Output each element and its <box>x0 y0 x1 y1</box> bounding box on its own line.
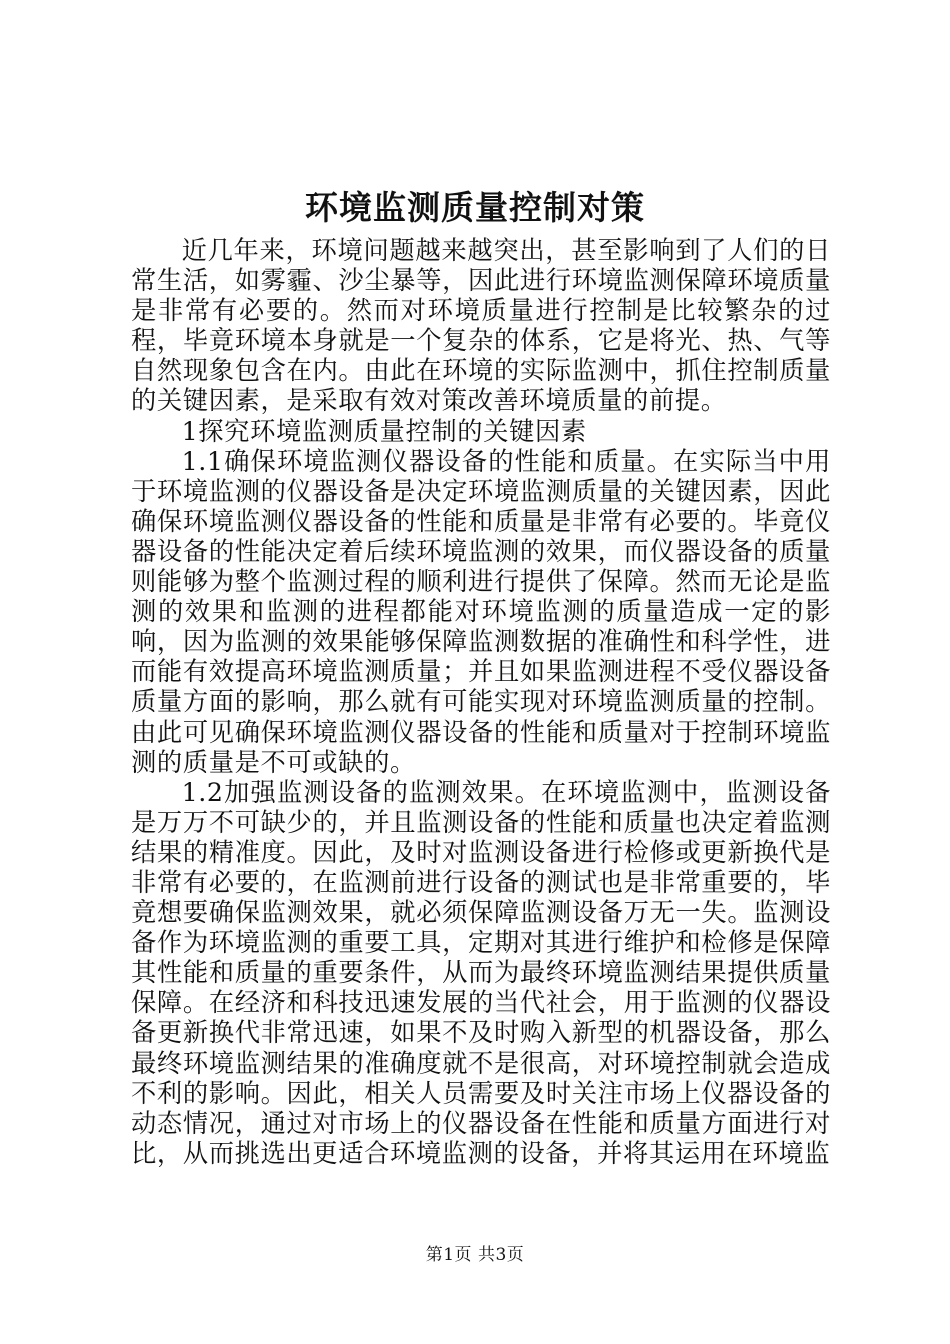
section-heading: 1探究环境监测质量控制的关键因素 <box>181 416 587 446</box>
paragraph-1-1: 1.1确保环境监测仪器设备的性能和质量。在实际当中用于环境监测的仪器设备是决定环境监测质量的关键因素，因此确保环境监测仪器设备的性能和质量是非常有必要的。毕竟仪器设备的性能决定着后续环境监测的效果，而仪器设备的质量则能够为整个监测过程的顺利进行提供了保障。然而无论是监测的效果和监测的进程都能对环境监测的质量造成一定的影响，因为监测的效果能够保障监测数据的准确性和科学性，进而能有效提高环境监测质量；并且如果监测进程不受仪器设备质量方面的影响，那么就有可能实现对环境监测质量的控制。由此可见确保环境监测仪器设备的性能和质量对于控制环境监测的质量是不可或缺的。 <box>131 446 831 777</box>
document-body <box>131 236 831 1169</box>
paragraph-intro: 近几年来，环境问题越来越突出，甚至影响到了人们的日常生活，如雾霾、沙尘暴等，因此进行环境监测保障环境质量是非常有必要的。然而对环境质量进行控制是比较繁杂的过程，毕竟环境本身就是一个复杂的体系，它是将光、热、气等自然现象包含在内。由此在环境的实际监测中，抓住控制质量的关键因素，是采取有效对策改善环境质量的前提。 <box>131 236 831 416</box>
page-number-footer: 第1页 共3页 <box>425 1245 525 1265</box>
document-title: 环境监测质量控制对策 <box>305 188 645 227</box>
paragraph-1-2: 1.2加强监测设备的监测效果。在环境监测中，监测设备是万万不可缺少的，并且监测设备的性能和质量也决定着监测结果的精准度。因此，及时对监测设备进行检修或更新换代是非常有必要的，在监测前进行设备的测试也是非常重要的，毕竟想要确保监测效果，就必须保障监测设备万无一失。监测设备作为环境监测的重要工具，定期对其进行维护和检修是保障其性能和质量的重要条件，从而为最终环境监测结果提供质量保障。在经济和科技迅速发展的当代社会，用于监测的仪器设备更新换代非常迅速，如果不及时购入新型的机器设备，那么最终环境监测结果的准确度就不是很高，对环境控制就会造成不利的影响。因此，相关人员需要及时关注市场上仪器设备的动态情况，通过对市场上的仪器设备在性能和质量方面进行对比，从而挑选出更适合环境监测的设备，并将其运用在环境监 <box>131 777 831 1168</box>
